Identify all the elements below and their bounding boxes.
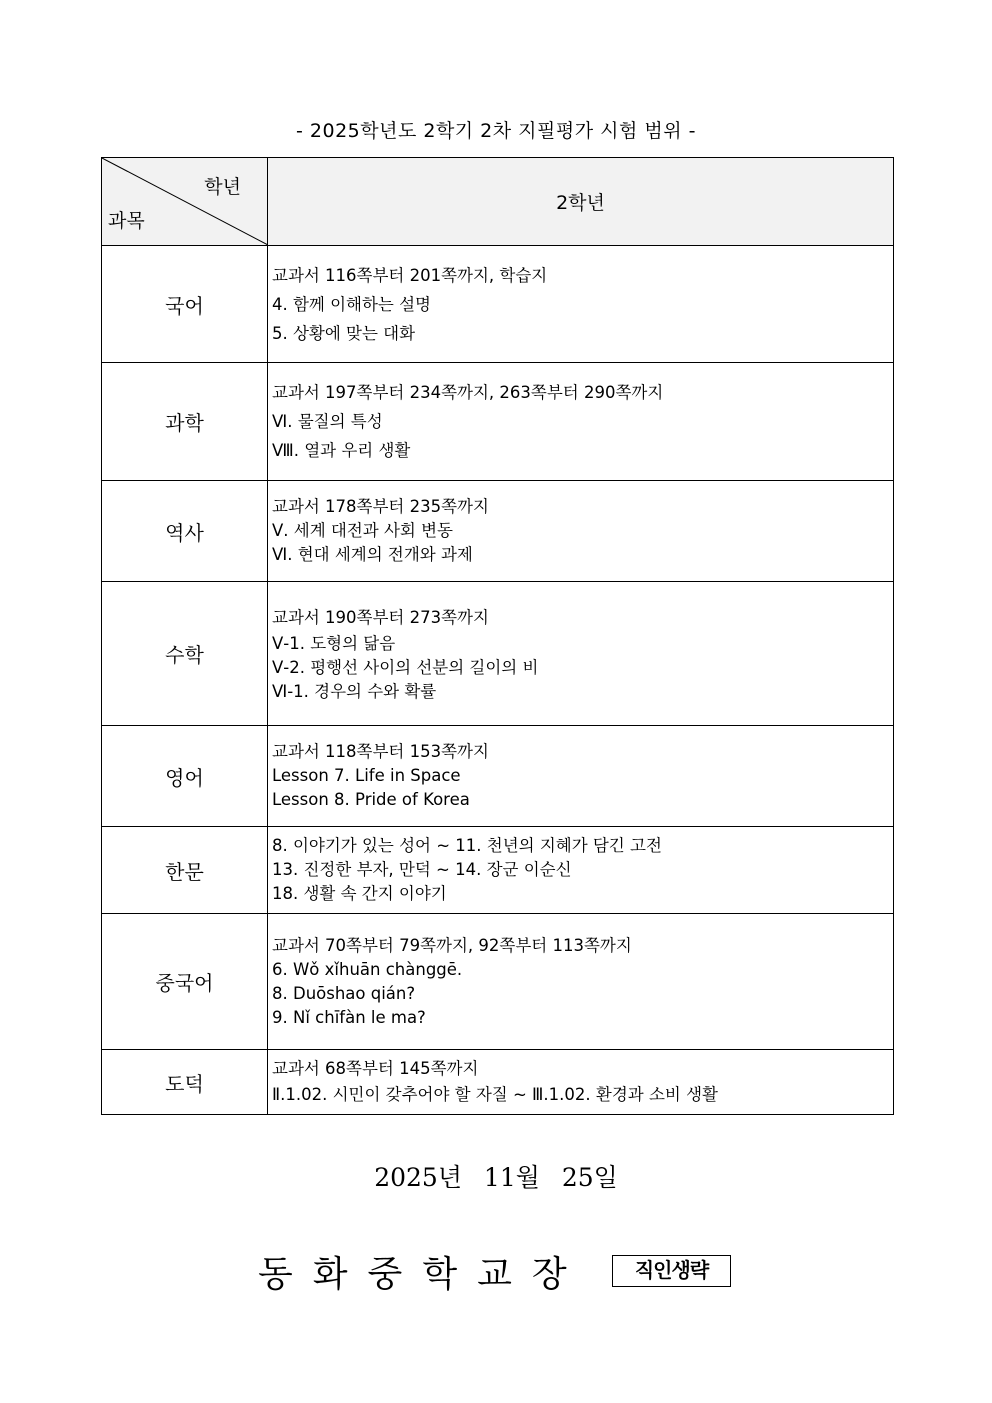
range-cell bbox=[268, 582, 894, 726]
range-cell bbox=[268, 363, 894, 481]
issue-date: 2025년 11월 25일 bbox=[374, 1163, 618, 1192]
range-line: 13. 진정한 부자, 만덕 ~ 14. 장군 이순신 bbox=[272, 860, 572, 879]
grade-header: 2학년 bbox=[268, 158, 894, 246]
range-cell bbox=[268, 1050, 894, 1115]
seal-omitted-stamp: 직인생략 bbox=[612, 1255, 731, 1287]
range-line: Ⅵ-1. 경우의 수와 확률 bbox=[272, 682, 437, 701]
corner-cell bbox=[102, 158, 268, 246]
subject-cell: 역사 bbox=[102, 481, 268, 582]
range-cell bbox=[268, 246, 894, 363]
table-row bbox=[102, 914, 894, 1050]
range-line: 교과서 190쪽부터 273쪽까지 bbox=[272, 608, 489, 627]
range-cell bbox=[268, 726, 894, 827]
table-header-row bbox=[102, 158, 894, 246]
range-line: Lesson 8. Pride of Korea bbox=[272, 790, 470, 809]
range-line: 8. 이야기가 있는 성어 ~ 11. 천년의 지혜가 담긴 고전 bbox=[272, 836, 662, 855]
range-line: Lesson 7. Life in Space bbox=[272, 766, 461, 785]
range-line: 교과서 178쪽부터 235쪽까지 bbox=[272, 497, 489, 516]
subject-cell: 과학 bbox=[102, 363, 268, 481]
range-line: 교과서 197쪽부터 234쪽까지, 263쪽부터 290쪽까지 bbox=[272, 383, 664, 402]
range-line: Ⅵ. 현대 세계의 전개와 과제 bbox=[272, 545, 473, 564]
range-line: 8. Duōshao qián? bbox=[272, 983, 416, 1003]
document-title: - 2025학년도 2학기 2차 지필평가 시험 범위 - bbox=[296, 120, 696, 142]
range-line: 4. 함께 이해하는 설명 bbox=[272, 294, 431, 314]
subject-cell: 영어 bbox=[102, 726, 268, 827]
range-line: 5. 상황에 맞는 대화 bbox=[272, 323, 416, 343]
subject-cell: 도덕 bbox=[102, 1050, 268, 1115]
table-row bbox=[102, 481, 894, 582]
range-line: 9. Nǐ chīfàn le ma? bbox=[272, 1007, 426, 1027]
range-cell bbox=[268, 914, 894, 1050]
table-row bbox=[102, 827, 894, 914]
school-principal: 동화중학교장 bbox=[258, 1254, 587, 1295]
range-line: 교과서 70쪽부터 79쪽까지, 92쪽부터 113쪽까지 bbox=[272, 935, 632, 955]
table-row bbox=[102, 246, 894, 363]
table-row bbox=[102, 582, 894, 726]
corner-subject-label: 과목 bbox=[108, 210, 145, 232]
range-line: Ⅴ-2. 평행선 사이의 선분의 길이의 비 bbox=[272, 658, 539, 677]
range-line: Ⅴ-1. 도형의 닮음 bbox=[272, 634, 396, 653]
range-line: 교과서 118쪽부터 153쪽까지 bbox=[272, 742, 489, 761]
corner-grade-label: 학년 bbox=[204, 176, 241, 198]
subject-cell: 한문 bbox=[102, 827, 268, 914]
range-line: Ⅴ. 세계 대전과 사회 변동 bbox=[272, 521, 453, 540]
range-line: Ⅵ. 물질의 특성 bbox=[272, 412, 383, 431]
range-line: Ⅷ. 열과 우리 생활 bbox=[272, 441, 411, 460]
subject-cell: 국어 bbox=[102, 246, 268, 363]
table-row bbox=[102, 726, 894, 827]
table-row bbox=[102, 1050, 894, 1115]
subject-cell: 중국어 bbox=[102, 914, 268, 1050]
exam-range-table bbox=[101, 157, 894, 1115]
subject-cell: 수학 bbox=[102, 582, 268, 726]
range-cell bbox=[268, 827, 894, 914]
range-line: 교과서 68쪽부터 145쪽까지 bbox=[272, 1058, 479, 1078]
range-cell bbox=[268, 481, 894, 582]
range-line: 교과서 116쪽부터 201쪽까지, 학습지 bbox=[272, 265, 548, 285]
table-row bbox=[102, 363, 894, 481]
range-line: 18. 생활 속 간지 이야기 bbox=[272, 884, 447, 903]
range-line: 6. Wǒ xǐhuān chànggē. bbox=[272, 959, 463, 979]
range-line: Ⅱ.1.02. 시민이 갖추어야 할 자질 ~ Ⅲ.1.02. 환경과 소비 생활 bbox=[272, 1084, 718, 1104]
